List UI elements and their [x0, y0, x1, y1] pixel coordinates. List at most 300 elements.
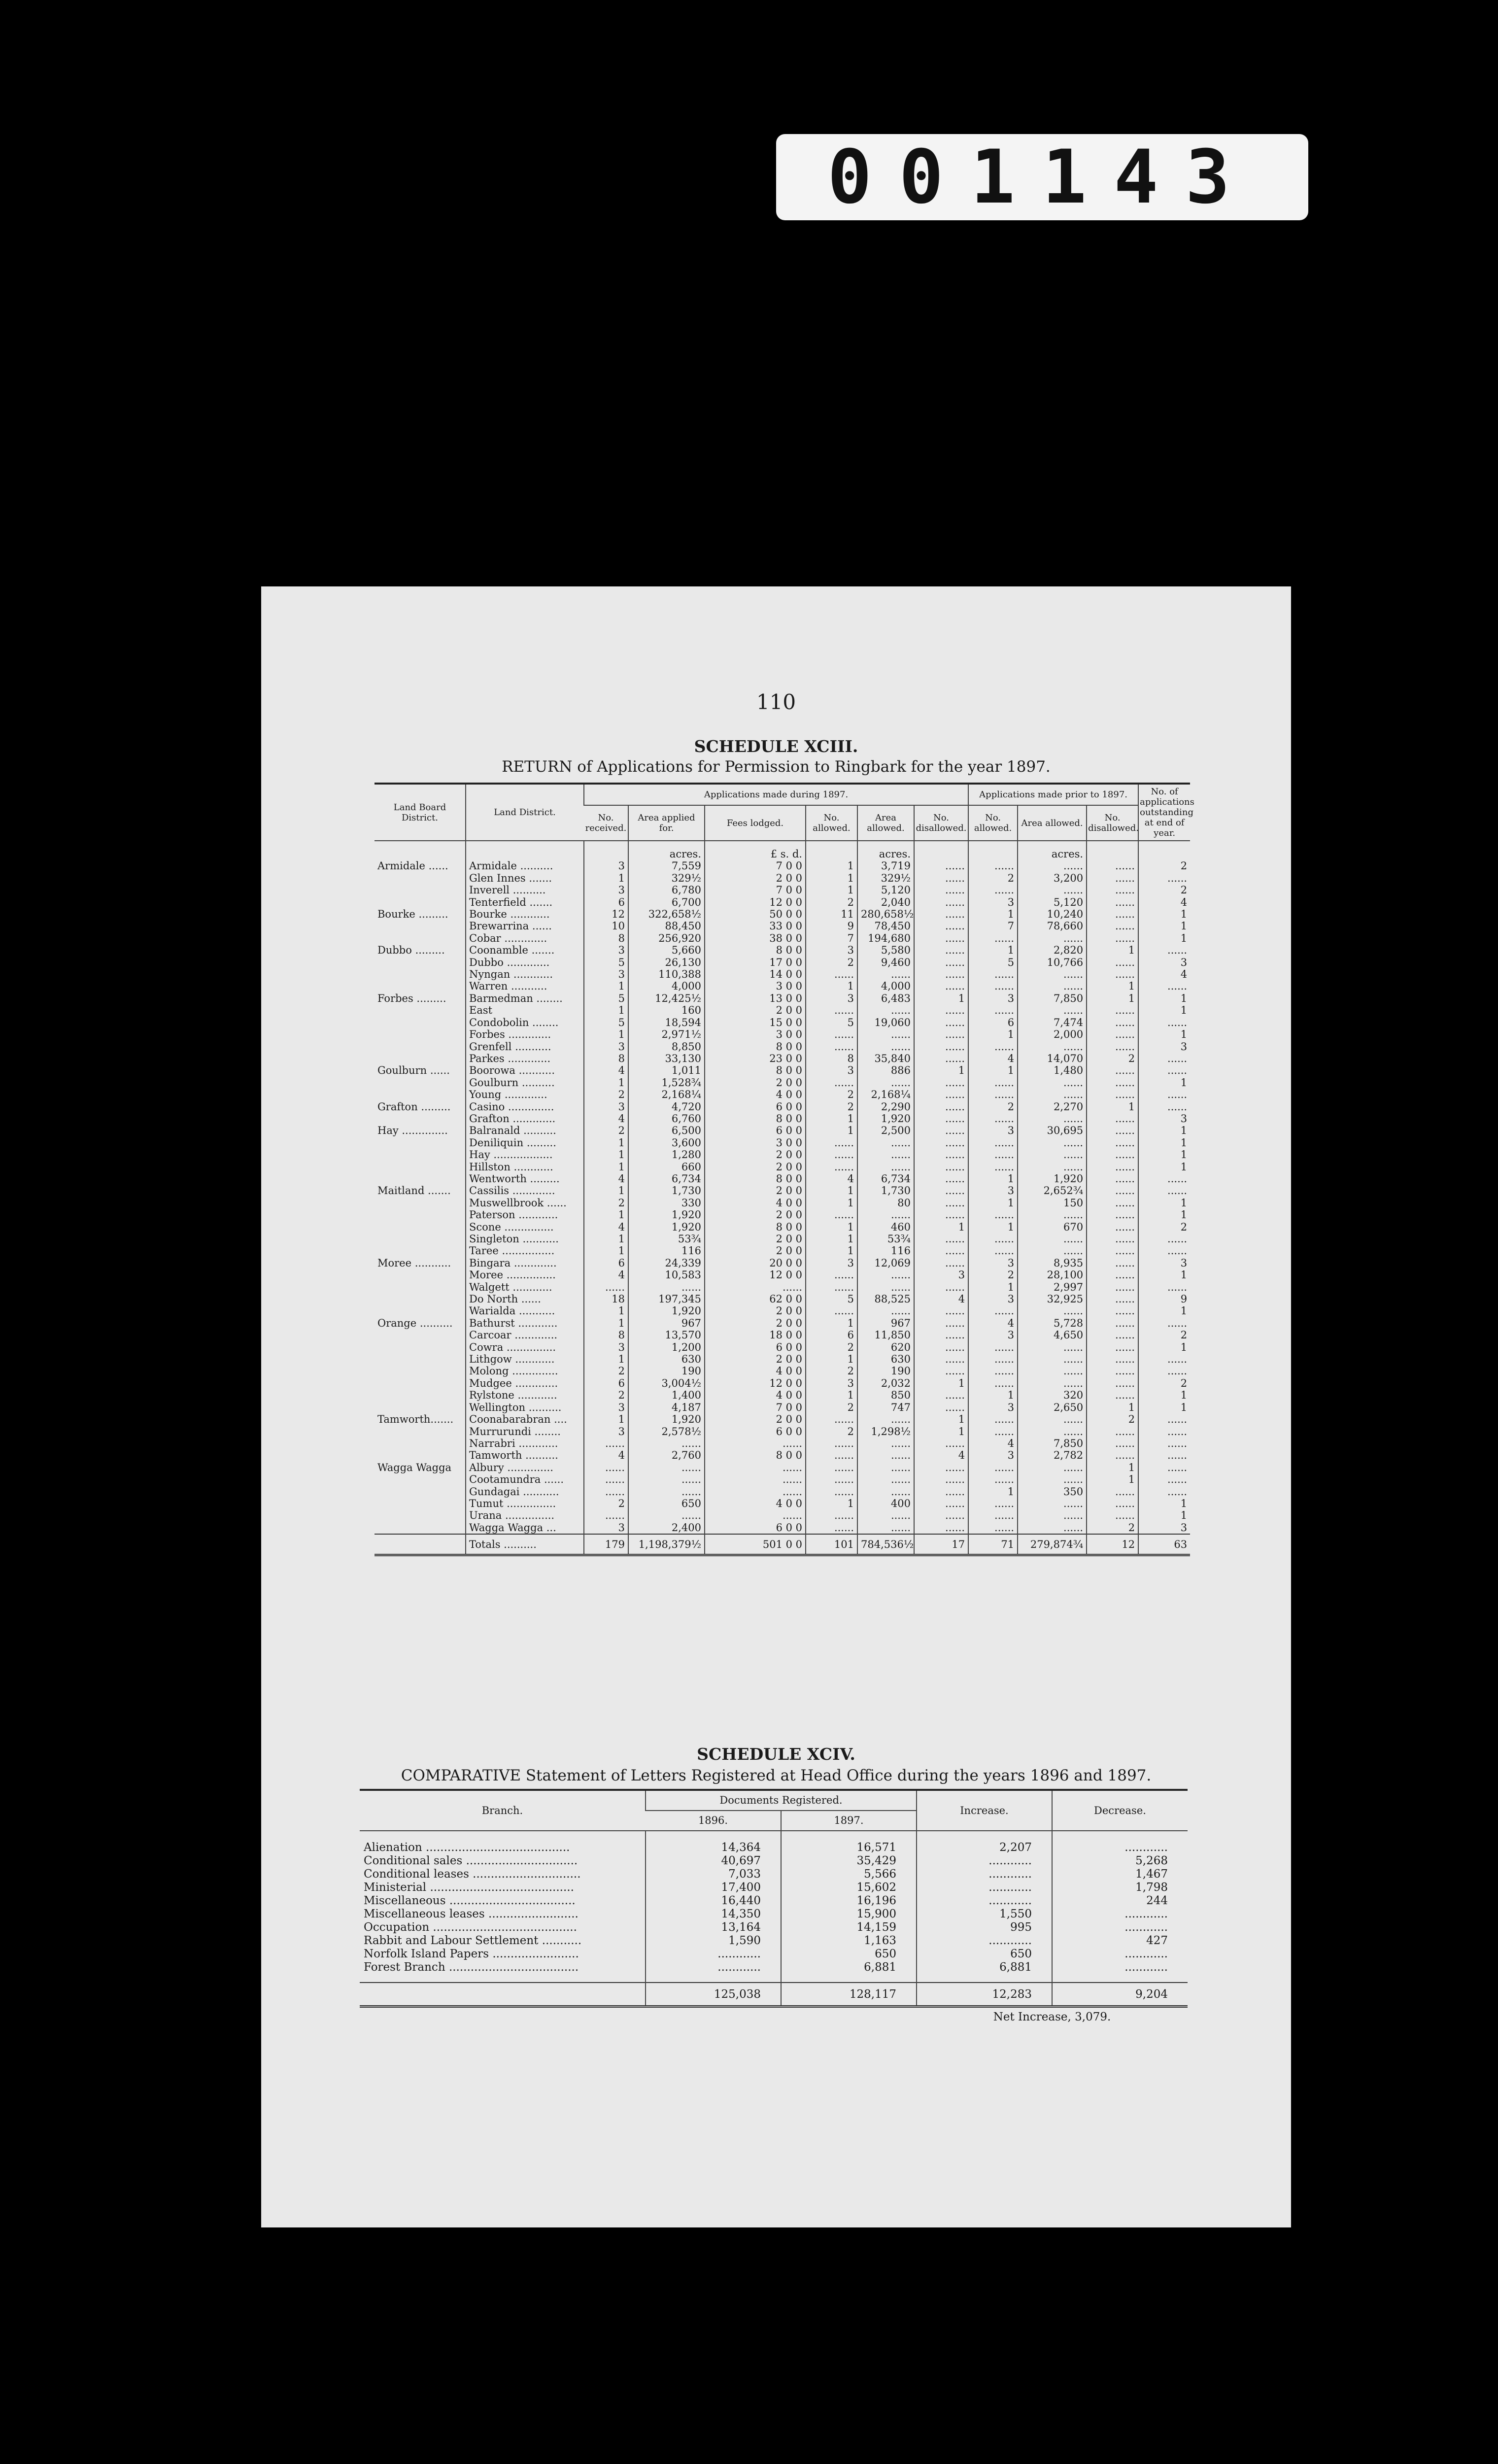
table-row: [360, 1868, 1188, 1881]
outstanding-cell: ......: [1138, 1233, 1190, 1245]
no-allowed-cell: 1: [806, 1125, 857, 1136]
outstanding-cell: 1: [1138, 1149, 1190, 1161]
land-district-cell: Carcoar .............: [466, 1329, 584, 1341]
no-disallowed-cell: ......: [914, 1509, 968, 1521]
prior-area-cell: ......: [1018, 1473, 1087, 1485]
no-disallowed-cell: ......: [914, 908, 968, 920]
no-received-cell: 1: [584, 1161, 628, 1173]
prior-no-allowed-cell: ......: [968, 1089, 1018, 1100]
area-applied-cell: 4,187: [628, 1402, 705, 1413]
no-allowed-cell: ......: [806, 1413, 857, 1425]
increase-cell: 995: [917, 1921, 1052, 1934]
schedule-xciii-subtitle: RETURN of Applications for Permission to Ringbark for the year 1897.: [502, 758, 1051, 776]
area-applied-cell: 1,198,379½: [628, 1534, 705, 1555]
area-applied-cell: 12,425½: [628, 992, 705, 1004]
prior-no-disallowed-cell: ......: [1087, 1077, 1138, 1089]
no-disallowed-cell: ......: [914, 1365, 968, 1377]
prior-no-allowed-cell: ......: [968, 1209, 1018, 1221]
prior-area-cell: 150: [1018, 1197, 1087, 1209]
no-allowed-cell: ......: [806, 1509, 857, 1521]
no-disallowed-cell: ......: [914, 1522, 968, 1534]
prior-no-allowed-cell: ......: [968, 1498, 1018, 1509]
table-row: [374, 968, 1190, 980]
no-disallowed-cell: ......: [914, 944, 968, 956]
no-received-cell: 1: [584, 1149, 628, 1161]
area-allowed-cell: 78,450: [857, 920, 914, 932]
land-district-cell: Dubbo .............: [466, 957, 584, 968]
prior-area-cell: 670: [1018, 1221, 1087, 1233]
area-allowed-cell: 400: [857, 1498, 914, 1509]
fees-cell: 12 0 0: [705, 1269, 806, 1281]
land-district-cell: Parkes .............: [466, 1053, 584, 1064]
outstanding-cell: ......: [1138, 944, 1190, 956]
units-row: [374, 841, 1190, 860]
land-board-cell: [374, 896, 466, 908]
table-row: [374, 1197, 1190, 1209]
area-applied-cell: 6,780: [628, 884, 705, 896]
count-1896-cell: 13,164: [646, 1921, 781, 1934]
area-allowed-cell: 5,120: [857, 884, 914, 896]
land-board-cell: [374, 968, 466, 980]
no-allowed-cell: ......: [806, 1281, 857, 1293]
prior-area-cell: ......: [1018, 1089, 1087, 1100]
area-applied-cell: 967: [628, 1317, 705, 1329]
header-no-allowed: No. allowed.: [806, 805, 857, 841]
no-disallowed-cell: ......: [914, 1281, 968, 1293]
outstanding-cell: 1: [1138, 1498, 1190, 1509]
prior-no-allowed-cell: 3: [968, 1293, 1018, 1305]
prior-area-cell: 10,766: [1018, 957, 1087, 968]
area-applied-cell: 2,400: [628, 1522, 705, 1534]
area-allowed-cell: 784,536½: [857, 1534, 914, 1555]
no-disallowed-cell: ......: [914, 1498, 968, 1509]
decrease-cell: 1,467: [1052, 1868, 1188, 1881]
no-received-cell: ......: [584, 1486, 628, 1498]
area-applied-cell: 322,658½: [628, 908, 705, 920]
no-received-cell: ......: [584, 1281, 628, 1293]
no-disallowed-cell: ......: [914, 1473, 968, 1485]
no-received-cell: 10: [584, 920, 628, 932]
fees-cell: 18 0 0: [705, 1329, 806, 1341]
outstanding-cell: 1: [1138, 1004, 1190, 1016]
prior-no-allowed-cell: 1: [968, 1173, 1018, 1185]
land-board-cell: [374, 1353, 466, 1365]
land-board-cell: [374, 1209, 466, 1221]
prior-no-disallowed-cell: ......: [1087, 1041, 1138, 1053]
area-allowed-cell: 4,000: [857, 980, 914, 992]
count-1896-cell: ............: [646, 1961, 781, 1983]
no-received-cell: 3: [584, 860, 628, 872]
fees-cell: 15 0 0: [705, 1017, 806, 1028]
land-board-cell: [374, 1449, 466, 1461]
prior-area-cell: 2,650: [1018, 1402, 1087, 1413]
prior-area-cell: ......: [1018, 1498, 1087, 1509]
land-district-cell: Armidale ..........: [466, 860, 584, 872]
fees-cell: 2 0 0: [705, 1209, 806, 1221]
no-disallowed-cell: ......: [914, 1137, 968, 1149]
outstanding-cell: ......: [1138, 1426, 1190, 1437]
no-allowed-cell: 1: [806, 1185, 857, 1197]
land-district-cell: Hay ..................: [466, 1149, 584, 1161]
no-allowed-cell: 1: [806, 1113, 857, 1125]
area-allowed-cell: 194,680: [857, 932, 914, 944]
area-allowed-cell: ......: [857, 1509, 914, 1521]
no-disallowed-cell: ......: [914, 1101, 968, 1113]
outstanding-cell: 2: [1138, 1329, 1190, 1341]
prior-no-disallowed-cell: ......: [1087, 872, 1138, 884]
area-allowed-cell: 11,850: [857, 1329, 914, 1341]
no-allowed-cell: 2: [806, 896, 857, 908]
header-documents: Documents Registered.: [646, 1790, 917, 1811]
outstanding-cell: ......: [1138, 872, 1190, 884]
schedule-xciv-title: SCHEDULE XCIV.: [697, 1745, 855, 1764]
land-district-cell: Narrabri ............: [466, 1437, 584, 1449]
area-applied-cell: 2,760: [628, 1449, 705, 1461]
no-disallowed-cell: ......: [914, 1197, 968, 1209]
prior-area-cell: 1,480: [1018, 1064, 1087, 1076]
no-disallowed-cell: ......: [914, 1077, 968, 1089]
no-received-cell: 1: [584, 1305, 628, 1317]
area-allowed-cell: ......: [857, 1028, 914, 1040]
land-district-cell: Scone ...............: [466, 1221, 584, 1233]
no-allowed-cell: ......: [806, 1004, 857, 1016]
land-board-cell: [374, 1473, 466, 1485]
outstanding-cell: ......: [1138, 1449, 1190, 1461]
table-row: [374, 1486, 1190, 1498]
area-allowed-cell: ......: [857, 1462, 914, 1473]
no-allowed-cell: 1: [806, 1317, 857, 1329]
no-allowed-cell: 8: [806, 1053, 857, 1064]
area-allowed-cell: 620: [857, 1341, 914, 1353]
no-allowed-cell: ......: [806, 1209, 857, 1221]
fees-cell: 2 0 0: [705, 1305, 806, 1317]
table-row: [374, 1473, 1190, 1485]
land-board-cell: Moree ...........: [377, 1257, 451, 1269]
fees-cell: 17 0 0: [705, 957, 806, 968]
fees-cell: 23 0 0: [705, 1053, 806, 1064]
prior-no-disallowed-cell: 2: [1087, 1522, 1138, 1534]
outstanding-cell: 1: [1138, 1161, 1190, 1173]
header-no-disallowed: No. disallowed.: [914, 805, 968, 841]
prior-area-cell: ......: [1018, 1377, 1087, 1389]
prior-no-disallowed-cell: ......: [1087, 1197, 1138, 1209]
land-board-cell: [374, 1004, 466, 1016]
land-board-cell: [374, 1173, 466, 1185]
count-1897-cell: 16,196: [781, 1894, 917, 1908]
area-applied-cell: 1,400: [628, 1389, 705, 1401]
prior-no-disallowed-cell: ......: [1087, 1173, 1138, 1185]
prior-area-cell: ......: [1018, 1233, 1087, 1245]
land-board-cell: Bourke .........: [377, 908, 448, 921]
area-allowed-cell: ......: [857, 1077, 914, 1089]
table-row: [374, 1245, 1190, 1257]
outstanding-cell: 1: [1138, 1209, 1190, 1221]
no-allowed-cell: ......: [806, 1028, 857, 1040]
area-applied-cell: 110,388: [628, 968, 705, 980]
no-received-cell: ......: [584, 1473, 628, 1485]
no-disallowed-cell: ......: [914, 1353, 968, 1365]
table-row: [360, 1881, 1188, 1894]
prior-area-cell: 2,782: [1018, 1449, 1087, 1461]
no-received-cell: 5: [584, 957, 628, 968]
prior-no-allowed-cell: ......: [968, 1426, 1018, 1437]
area-applied-cell: 330: [628, 1197, 705, 1209]
prior-area-cell: 1,920: [1018, 1173, 1087, 1185]
no-received-cell: 4: [584, 1064, 628, 1076]
prior-no-allowed-cell: ......: [968, 980, 1018, 992]
area-allowed-cell: ......: [857, 1473, 914, 1485]
prior-no-allowed-cell: ......: [968, 1137, 1018, 1149]
area-allowed-cell: ......: [857, 1161, 914, 1173]
no-allowed-cell: 3: [806, 1377, 857, 1389]
area-applied-cell: 2,168¼: [628, 1089, 705, 1100]
no-disallowed-cell: 17: [914, 1534, 968, 1555]
area-allowed-cell: 1,298½: [857, 1426, 914, 1437]
no-allowed-cell: ......: [806, 1522, 857, 1534]
no-disallowed-cell: ......: [914, 884, 968, 896]
no-received-cell: 179: [584, 1534, 628, 1555]
area-applied-cell: 6,734: [628, 1173, 705, 1185]
outstanding-cell: 3: [1138, 1041, 1190, 1053]
area-allowed-cell: ......: [857, 1269, 914, 1281]
prior-no-allowed-cell: 2: [968, 1269, 1018, 1281]
area-applied-cell: 6,500: [628, 1125, 705, 1136]
fees-cell: 8 0 0: [705, 1113, 806, 1125]
outstanding-cell: 4: [1138, 896, 1190, 908]
table-row: [374, 1064, 1190, 1076]
no-allowed-cell: ......: [806, 968, 857, 980]
area-allowed-cell: 329½: [857, 872, 914, 884]
fees-cell: 14 0 0: [705, 968, 806, 980]
outstanding-cell: 2: [1138, 1377, 1190, 1389]
area-applied-cell: 8,850: [628, 1041, 705, 1053]
land-district-cell: Boorowa ...........: [466, 1064, 584, 1076]
prior-no-disallowed-cell: ......: [1087, 1486, 1138, 1498]
no-received-cell: 1: [584, 1353, 628, 1365]
outstanding-cell: ......: [1138, 1365, 1190, 1377]
prior-no-disallowed-cell: ......: [1087, 1089, 1138, 1100]
prior-no-allowed-cell: 7: [968, 920, 1018, 932]
prior-no-allowed-cell: ......: [968, 1509, 1018, 1521]
land-district-cell: Muswellbrook ......: [466, 1197, 584, 1209]
no-received-cell: 6: [584, 1377, 628, 1389]
header-land-district: Land District.: [466, 784, 584, 841]
prior-area-cell: 2,820: [1018, 944, 1087, 956]
fees-cell: 12 0 0: [705, 896, 806, 908]
fees-cell: 4 0 0: [705, 1365, 806, 1377]
prior-area-cell: ......: [1018, 1365, 1087, 1377]
fees-cell: ......: [705, 1462, 806, 1473]
decrease-cell: 244: [1052, 1894, 1188, 1908]
no-allowed-cell: 1: [806, 1233, 857, 1245]
fees-cell: 33 0 0: [705, 920, 806, 932]
no-allowed-cell: ......: [806, 1041, 857, 1053]
land-district-cell: Cowra ...............: [466, 1341, 584, 1353]
decrease-cell: 5,268: [1052, 1854, 1188, 1868]
outstanding-cell: 1: [1138, 1137, 1190, 1149]
area-applied-cell: 33,130: [628, 1053, 705, 1064]
land-district-cell: Mudgee .............: [466, 1377, 584, 1389]
land-district-cell: Paterson ............: [466, 1209, 584, 1221]
area-allowed-cell: 5,580: [857, 944, 914, 956]
area-allowed-cell: ......: [857, 1486, 914, 1498]
count-1896-cell: ............: [646, 1948, 781, 1961]
prior-no-disallowed-cell: ......: [1087, 1028, 1138, 1040]
fees-cell: 13 0 0: [705, 992, 806, 1004]
no-disallowed-cell: ......: [914, 932, 968, 944]
header-no-received: No. received.: [584, 805, 628, 841]
area-allowed-cell: 190: [857, 1365, 914, 1377]
schedule-xciii-title: SCHEDULE XCIII.: [694, 737, 858, 756]
table-row: [374, 1113, 1190, 1125]
fees-cell: 38 0 0: [705, 932, 806, 944]
prior-area-cell: 2,270: [1018, 1101, 1087, 1113]
land-district-cell: Totals ..........: [466, 1534, 584, 1555]
land-board-cell: [374, 1281, 466, 1293]
no-disallowed-cell: ......: [914, 1173, 968, 1185]
header-1897: 1897.: [781, 1811, 917, 1831]
prior-area-cell: ......: [1018, 1137, 1087, 1149]
land-board-cell: [374, 1498, 466, 1509]
area-applied-cell: ......: [628, 1473, 705, 1485]
no-allowed-cell: 6: [806, 1329, 857, 1341]
prior-no-disallowed-cell: ......: [1087, 1233, 1138, 1245]
outstanding-cell: ......: [1138, 1437, 1190, 1449]
fees-cell: 6 0 0: [705, 1101, 806, 1113]
fees-cell: 2 0 0: [705, 1317, 806, 1329]
area-applied-cell: 1,920: [628, 1209, 705, 1221]
area-applied-cell: 160: [628, 1004, 705, 1016]
prior-no-allowed-cell: ......: [968, 1413, 1018, 1425]
table-row: [374, 1413, 1190, 1425]
land-board-cell: [374, 1197, 466, 1209]
prior-no-allowed-cell: ......: [968, 1473, 1018, 1485]
outstanding-cell: ......: [1138, 1017, 1190, 1028]
prior-no-disallowed-cell: ......: [1087, 1305, 1138, 1317]
no-received-cell: 2: [584, 1197, 628, 1209]
land-district-cell: Tenterfield .......: [466, 896, 584, 908]
area-applied-cell: 116: [628, 1245, 705, 1257]
increase-cell: 1,550: [917, 1908, 1052, 1921]
no-disallowed-cell: ......: [914, 1437, 968, 1449]
fees-cell: 8 0 0: [705, 1041, 806, 1053]
prior-no-disallowed-cell: ......: [1087, 957, 1138, 968]
no-disallowed-cell: ......: [914, 920, 968, 932]
prior-area-cell: ......: [1018, 1149, 1087, 1161]
no-received-cell: 3: [584, 968, 628, 980]
table-row: [374, 908, 1190, 920]
count-1896-cell: 16,440: [646, 1894, 781, 1908]
net-increase-row: [360, 2007, 1188, 2024]
area-applied-cell: 1,920: [628, 1221, 705, 1233]
table-row: [360, 1908, 1188, 1921]
no-received-cell: 4: [584, 1173, 628, 1185]
land-board-cell: [374, 920, 466, 932]
prior-no-allowed-cell: 1: [968, 1197, 1018, 1209]
outstanding-cell: ......: [1138, 1473, 1190, 1485]
area-allowed-cell: 2,290: [857, 1101, 914, 1113]
area-allowed-cell: 850: [857, 1389, 914, 1401]
no-disallowed-cell: ......: [914, 1402, 968, 1413]
no-disallowed-cell: ......: [914, 1209, 968, 1221]
branch-cell: Miscellaneous leases .........................: [364, 1908, 579, 1920]
no-allowed-cell: ......: [806, 1462, 857, 1473]
area-applied-cell: ......: [628, 1281, 705, 1293]
area-allowed-cell: 2,500: [857, 1125, 914, 1136]
no-received-cell: 12: [584, 908, 628, 920]
table-row: [374, 1293, 1190, 1305]
fees-cell: 3 0 0: [705, 1028, 806, 1040]
decrease-cell: ............: [1052, 1831, 1188, 1854]
no-allowed-cell: ......: [806, 1437, 857, 1449]
fees-cell: 2 0 0: [705, 872, 806, 884]
outstanding-cell: ......: [1138, 980, 1190, 992]
no-allowed-cell: 9: [806, 920, 857, 932]
outstanding-cell: 3: [1138, 1522, 1190, 1534]
table-row: [374, 1209, 1190, 1221]
no-received-cell: ......: [584, 1462, 628, 1473]
fees-cell: 2 0 0: [705, 1077, 806, 1089]
area-allowed-cell: ......: [857, 1041, 914, 1053]
prior-no-allowed-cell: 2: [968, 872, 1018, 884]
land-board-cell: [374, 1028, 466, 1040]
land-board-cell: Orange ..........: [377, 1317, 453, 1329]
header-prior-no-allowed: No. allowed.: [968, 805, 1018, 841]
fees-cell: 6 0 0: [705, 1522, 806, 1534]
land-board-cell: [374, 1221, 466, 1233]
no-allowed-cell: 1: [806, 1498, 857, 1509]
prior-no-disallowed-cell: 1: [1087, 980, 1138, 992]
decrease-cell: 1,798: [1052, 1881, 1188, 1894]
prior-area-cell: ......: [1018, 1209, 1087, 1221]
prior-no-allowed-cell: 1: [968, 1064, 1018, 1076]
land-board-cell: [374, 1269, 466, 1281]
count-1896-cell: 1,590: [646, 1934, 781, 1948]
land-district-cell: Bathurst ............: [466, 1317, 584, 1329]
land-district-cell: Deniliquin .........: [466, 1137, 584, 1149]
fees-cell: ......: [705, 1437, 806, 1449]
outstanding-cell: 1: [1138, 1125, 1190, 1136]
outstanding-cell: 3: [1138, 1113, 1190, 1125]
table-row: [374, 896, 1190, 908]
table-row: [374, 1221, 1190, 1233]
no-allowed-cell: ......: [806, 1149, 857, 1161]
no-received-cell: 3: [584, 944, 628, 956]
land-district-cell: Tamworth ..........: [466, 1449, 584, 1461]
no-disallowed-cell: ......: [914, 1317, 968, 1329]
area-applied-cell: ......: [628, 1462, 705, 1473]
count-1897-cell: 1,163: [781, 1934, 917, 1948]
area-allowed-cell: ......: [857, 1413, 914, 1425]
no-disallowed-cell: 1: [914, 1377, 968, 1389]
outstanding-cell: 1: [1138, 1509, 1190, 1521]
land-district-cell: Warialda ...........: [466, 1305, 584, 1317]
land-board-cell: [374, 1161, 466, 1173]
area-applied-cell: 1,730: [628, 1185, 705, 1197]
prior-area-cell: ......: [1018, 1077, 1087, 1089]
land-board-cell: Maitland .......: [377, 1185, 451, 1197]
branch-cell: Alienation ........................................: [364, 1841, 570, 1854]
land-district-cell: Forbes .............: [466, 1028, 584, 1040]
outstanding-cell: 1: [1138, 1077, 1190, 1089]
fees-cell: 501 0 0: [705, 1534, 806, 1555]
count-1897-cell: 650: [781, 1948, 917, 1961]
schedule-xciv-subtitle: COMPARATIVE Statement of Letters Registered at Head Office during the years 1896 and 1897.: [401, 1767, 1152, 1784]
land-district-cell: Brewarrina ......: [466, 920, 584, 932]
count-1896-cell: 14,350: [646, 1908, 781, 1921]
outstanding-cell: 9: [1138, 1293, 1190, 1305]
land-district-cell: Cootamundra ......: [466, 1473, 584, 1485]
